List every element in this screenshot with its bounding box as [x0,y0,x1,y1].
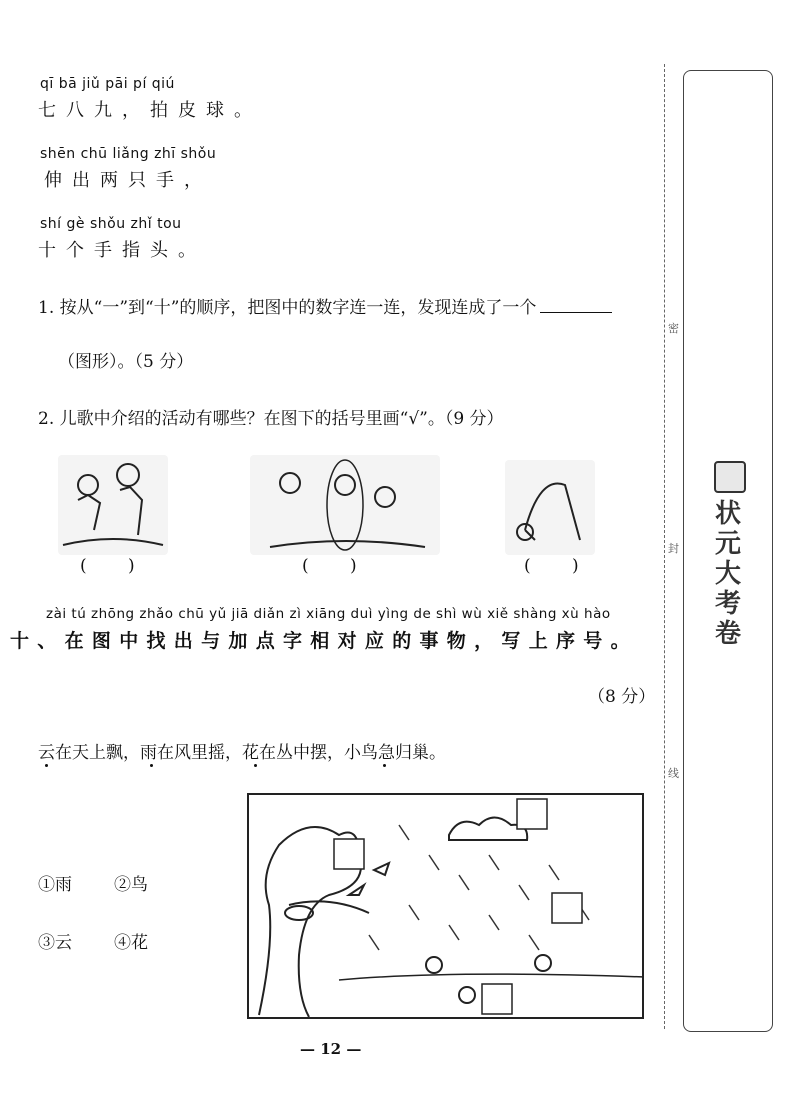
emphasis-dot [45,764,48,767]
section-10-pinyin: zài tú zhōng zhǎo chū yǔ jiā diǎn zì xiāng duì yìng de shì wù xiě shàng xù hào [46,606,611,622]
option-1: ①雨 [38,875,72,895]
side-mark-1: 密 [668,322,679,335]
rhyme-pinyin-1: qī bā jiǔ pāi pí qiú [40,76,175,92]
question-2: 2. 儿歌中介绍的活动有哪些？在图下的括号里画“√”。（9 分） [38,409,504,429]
side-mark-2: 封 [668,542,679,555]
rhyme-line-2: 伸出两只手， [44,170,212,191]
jump-rope-illustration [250,455,440,555]
answer-paren-3[interactable]: ( ) [524,556,597,576]
page-number: — 12 — [300,1040,362,1058]
question-1-suffix: （图形）。（5 分） [58,352,194,372]
rhyme-pinyin-2: shēn chū liǎng zhī shǒu [40,146,217,162]
section-10-score: （8 分） [588,687,656,707]
binding-line [664,64,665,1029]
emphasis-dot [383,764,386,767]
brand-logo-icon [714,461,746,493]
section-10-sentence: 云在天上飘，雨在风里摇，花在丛中摆，小鸟急归巢。 [38,743,446,763]
side-mark-3: 线 [668,767,679,780]
option-2: ②鸟 [114,875,148,895]
rhyme-line-1: 七八九，拍皮球。 [38,100,262,121]
answer-paren-2[interactable]: ( ) [302,556,375,576]
question-1-text: 1. 按从“一”到“十”的顺序，把图中的数字连一连，发现连成了一个 [38,298,537,318]
option-3: ③云 [38,933,72,953]
option-4: ④花 [114,933,148,953]
rhyme-pinyin-3: shí gè shǒu zhǐ tou [40,216,182,232]
emphasis-dot [150,764,153,767]
side-panel [683,70,773,1032]
question-1 [38,293,612,318]
section-10-title: 十、在图中找出与加点字相对应的事物，写上序号。 [10,630,638,652]
emphasis-dot [254,764,257,767]
answer-paren-1[interactable]: ( ) [80,556,153,576]
answer-blank[interactable] [540,311,612,313]
tree-rain-scene-illustration [247,793,644,1019]
bending-child-illustration [505,460,595,555]
rhyme-line-3: 十个手指头。 [38,240,206,261]
brand-name: 状元大考卷 [714,499,741,649]
kids-playing-illustration [58,455,168,555]
